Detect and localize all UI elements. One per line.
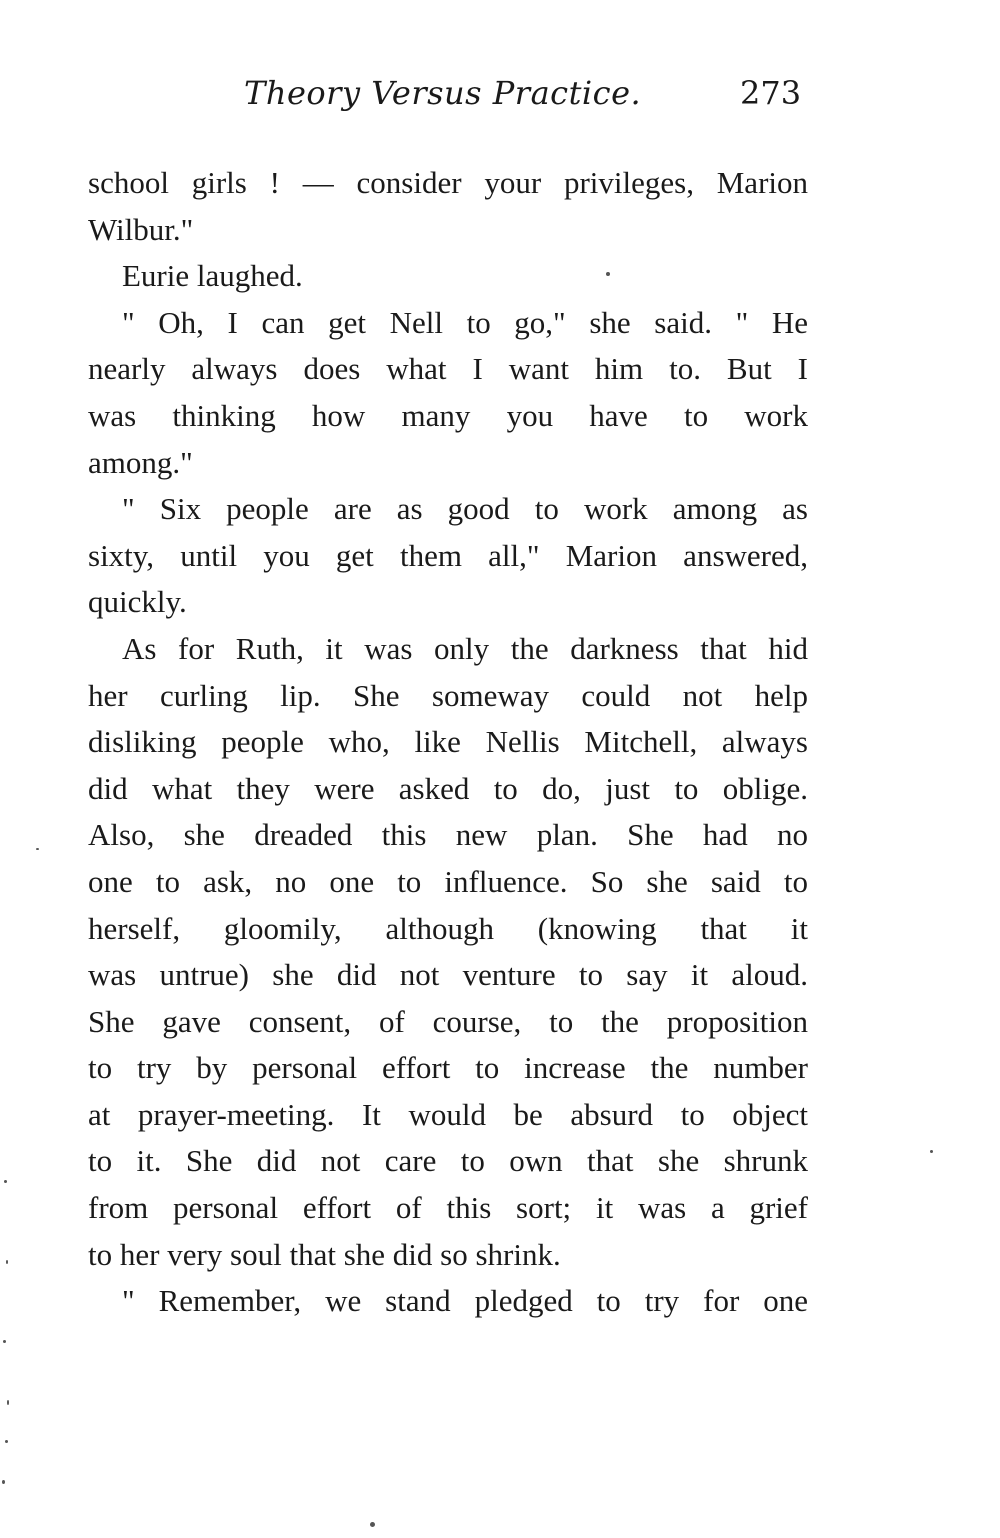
running-title: Theory Versus Practice. [244,74,642,112]
text-line: " Oh, I can get Nell to go," she said. " He [122,304,808,340]
text-line: was thinking how many you have to work [88,397,808,433]
text-line: Also, she dreaded this new plan. She had no [88,817,808,853]
text-line: at prayer-meeting. It would be absurd to object [88,1096,808,1132]
scan-speck [370,1522,375,1527]
text-line: among." [88,444,193,480]
scan-speck [36,848,39,850]
text-line: her curling lip. She someway could not help [88,677,808,713]
text-line: school girls ! — consider your privileges, Marion [88,165,808,200]
text-line: did what they were asked to do, just to oblige. [88,770,808,806]
text-line: herself, gloomily, although (knowing that it [88,910,808,946]
text-line: disliking people who, like Nellis Mitchell, always [88,724,808,760]
text-line: one to ask, no one to influence. So she said to [88,863,808,899]
page-header [0,74,1000,122]
text-line: Eurie laughed. [122,258,303,294]
scan-speck [7,1400,9,1405]
text-line: to try by personal effort to increase the number [88,1050,808,1086]
scan-speck [606,272,610,276]
body-text [88,160,808,1325]
text-line: Wilbur." [88,211,194,247]
text-line: to her very soul that she did so shrink. [88,1236,561,1272]
scan-speck [6,1260,8,1264]
text-line: As for Ruth, it was only the darkness that hid [122,630,808,666]
text-line: quickly. [88,584,187,620]
scan-speck [2,1480,5,1484]
scan-speck [4,1180,7,1183]
scan-speck [3,1340,6,1343]
page-number: 273 [740,74,802,112]
text-line: was untrue) she did not venture to say it aloud. [88,957,808,993]
text-line: nearly always does what I want him to. But I [88,351,808,387]
text-line: " Remember, we stand pledged to try for one [122,1283,808,1319]
text-line: to it. She did not care to own that she shrunk [88,1143,808,1179]
text-line: from personal effort of this sort; it was a grief [88,1190,808,1226]
scan-speck [930,1150,933,1153]
scan-speck [5,1440,8,1443]
text-line: She gave consent, of course, to the proposition [88,1003,808,1039]
text-line: " Six people are as good to work among as [122,491,808,527]
text-line: sixty, until you get them all," Marion answered, [88,537,808,573]
